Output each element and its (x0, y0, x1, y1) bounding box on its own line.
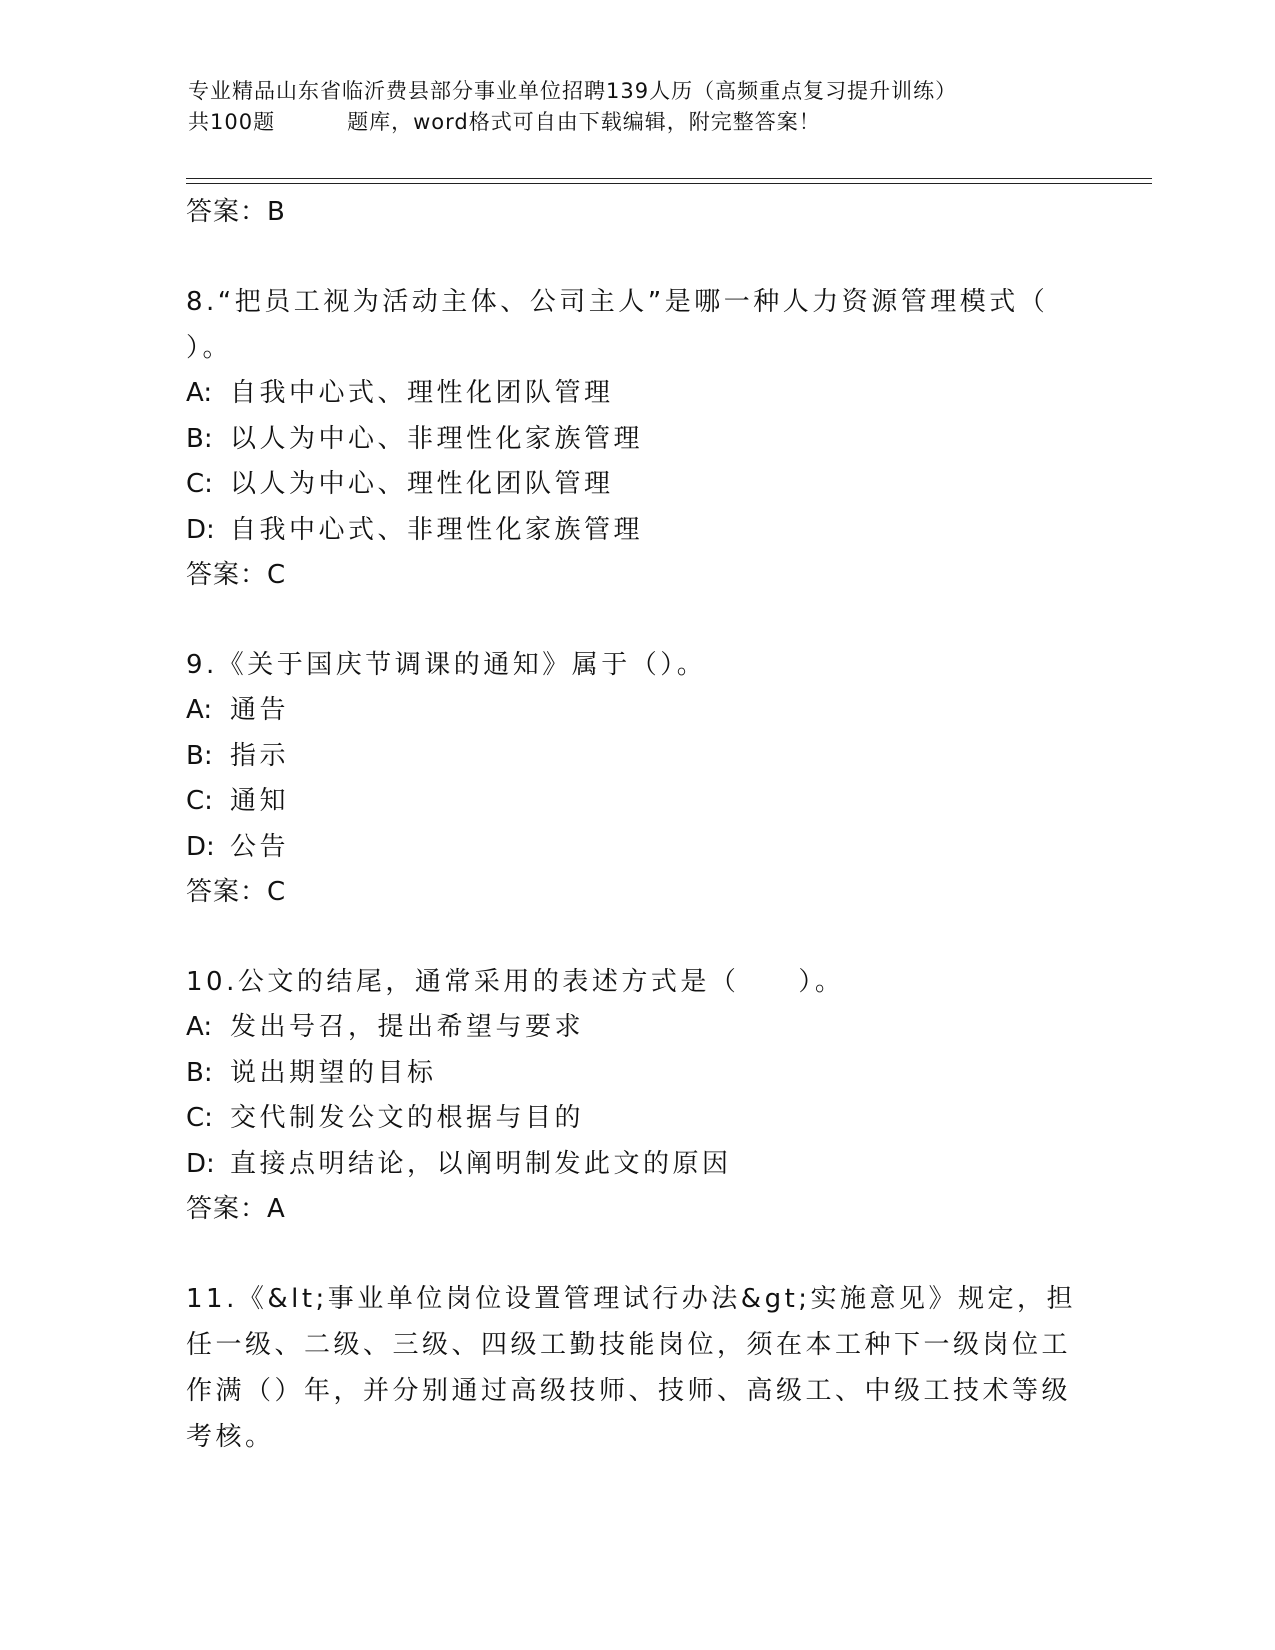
answer-value: A (267, 1194, 286, 1224)
option-text: 自我中心式、理性化团队管理 (230, 378, 614, 408)
answer-label: 答案： (186, 1194, 268, 1224)
previous-answer (186, 190, 1086, 235)
question-stem: 10.公文的结尾，通常采用的表述方式是（ ）。 (186, 967, 845, 997)
option-text: 以人为中心、理性化团队管理 (230, 469, 614, 499)
header-divider-top (186, 178, 1152, 179)
option-text: 说出期望的目标 (230, 1057, 437, 1088)
question-stem: 8.“把员工视为活动主体、公司主人”是哪一种人力资源管理模式（ ）。 (186, 287, 1049, 363)
question-answer (186, 553, 1086, 598)
option-text: 指示 (230, 740, 290, 771)
question-stem: 11.《&lt;事业单位岗位设置管理试行办法&gt;实施意见》规定，担任一级、二级、三级、四级工勤技能岗位，须在本工种下一级岗位工作满（）年，并分别通过高级技师、技师、高级工、中级工技术等级考核。 (186, 1284, 1077, 1452)
answer-label: 答案： (186, 877, 268, 907)
option-key: C: (186, 1103, 213, 1133)
option-row (186, 825, 1086, 871)
option-key: A: (186, 378, 213, 408)
question-list (186, 190, 1086, 1460)
option-key: B: (186, 740, 213, 771)
header-description: 题库，word格式可自由下载编辑，附完整答案！ (347, 110, 821, 134)
option-text: 自我中心式、非理性化家族管理 (230, 514, 644, 545)
option-row (186, 734, 1086, 780)
option-row (186, 1096, 1086, 1142)
option-text: 发出号召，提出希望与要求 (230, 1012, 585, 1042)
answer-label: 答案： (186, 197, 268, 227)
questions-container (186, 279, 1086, 1460)
question-block (186, 642, 1086, 915)
option-row (186, 779, 1086, 825)
option-key: D: (186, 514, 215, 545)
option-key: B: (186, 423, 213, 454)
option-key: C: (186, 469, 213, 499)
option-row (186, 688, 1086, 734)
header-question-count: 共100题 (188, 110, 276, 134)
option-text: 以人为中心、非理性化家族管理 (230, 423, 644, 454)
header-divider-bottom (186, 183, 1152, 184)
option-row (186, 1005, 1086, 1051)
answer-value: C (267, 877, 287, 907)
option-text: 直接点明结论，以阐明制发此文的原因 (230, 1148, 732, 1179)
option-text: 通告 (230, 695, 290, 725)
option-row (186, 508, 1086, 554)
option-key: A: (186, 695, 213, 725)
answer-value: B (267, 197, 286, 227)
option-key: B: (186, 1057, 213, 1088)
question-stem: 9.《关于国庆节调课的通知》属于（）。 (186, 650, 707, 680)
option-key: D: (186, 1148, 215, 1179)
option-row (186, 1051, 1086, 1097)
option-text: 交代制发公文的根据与目的 (230, 1103, 585, 1133)
question-block (186, 959, 1086, 1232)
header-title-line: 专业精品山东省临沂费县部分事业单位招聘139人历（高频重点复习提升训练） (188, 79, 958, 103)
question-answer (186, 1187, 1086, 1232)
question-block (186, 1276, 1086, 1460)
question-answer (186, 870, 1086, 915)
answer-label: 答案： (186, 560, 268, 590)
option-key: D: (186, 831, 215, 862)
option-key: C: (186, 786, 213, 816)
option-row (186, 1142, 1086, 1188)
option-row (186, 417, 1086, 463)
header-subtitle-line (188, 107, 1088, 138)
option-text: 公告 (230, 831, 290, 862)
option-row (186, 371, 1086, 417)
answer-value: C (267, 560, 287, 590)
document-header (188, 76, 1088, 138)
option-text: 通知 (230, 786, 290, 816)
question-block (186, 279, 1086, 598)
option-key: A: (186, 1012, 213, 1042)
option-row (186, 462, 1086, 508)
